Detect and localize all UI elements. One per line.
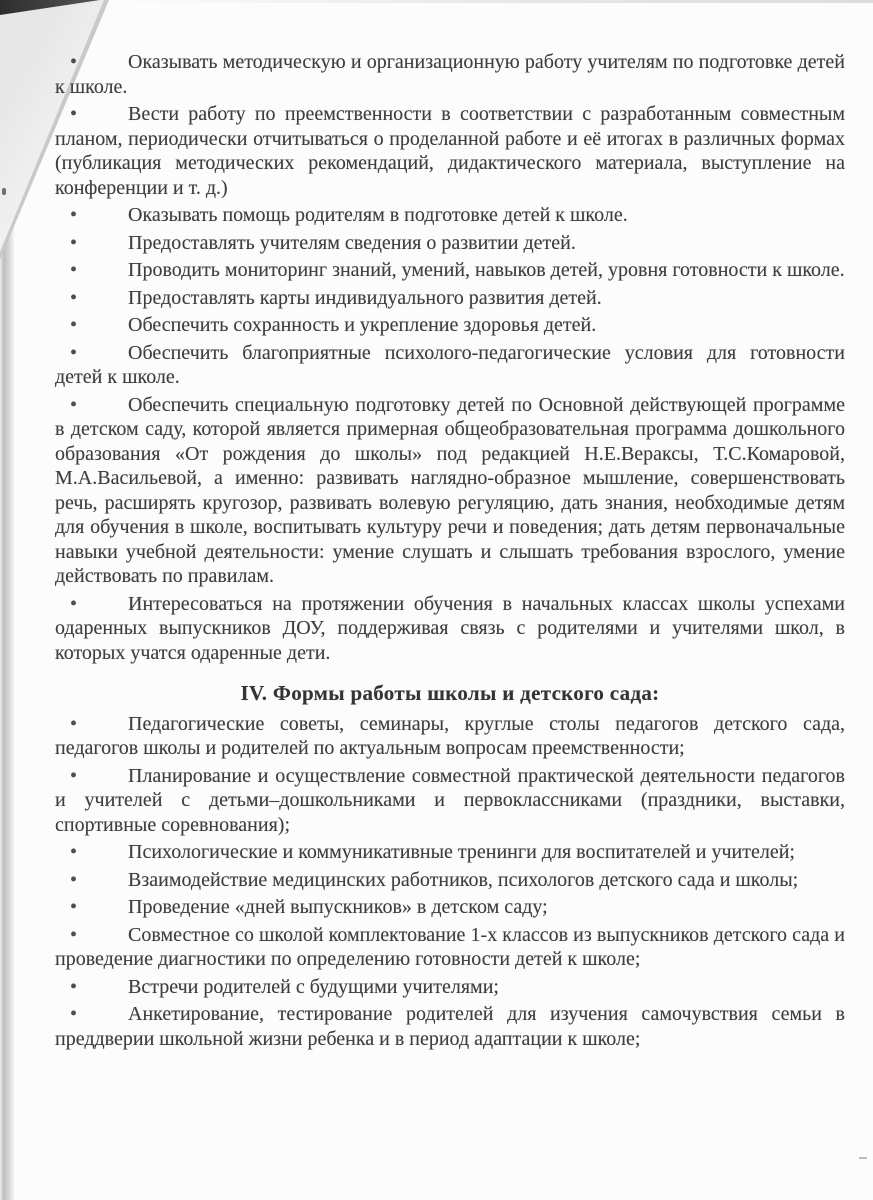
bullet-item [55,592,845,666]
section-heading: IV. Формы работы школы и детского сада: [240,681,660,705]
bullet-item [55,1002,845,1051]
bullet-item [55,712,845,761]
bullet-item-text: Обеспечить специальную подготовку детей по Основной действующей программе в детском саду, которой является примерная общеобразовательная программа дошкольного образования «От рождения до школы» под редакцией Н.Е.Вераксы, Т.С.Комаровой, М.А.Васильевой, а именно: развивать наглядно-образное мышление, совершенствовать речь, расширять кругозор, развивать волевую регуляцию, дать знания, необходимые детям для обучения в школе, воспитывать культуру речи и поведения; дать детям первоначальные навыки учебной деятельности: умение слушать и слышать требования взрослого, умение действовать по правилам. [55,393,845,587]
top-edge-artifact [110,0,873,3]
bullet-icon: • [70,103,78,125]
bullet-icon: • [70,286,78,309]
bullet-item-text: Интересоваться на протяжении обучения в начальных классах школы успехами одаренных выпускников ДОУ, поддерживая связь с родителями и учителями школ, в которых учатся одаренные дети. [55,592,845,664]
bullet-icon: • [70,393,78,416]
bullet-icon: • [70,592,78,615]
bullet-item-text: Обеспечить сохранность и укрепление здоровья детей. [128,314,597,336]
bullet-icon: • [70,204,78,226]
bullet-item [55,341,845,390]
scan-edge-dash [859,1157,867,1159]
bullet-item-text: Предоставлять карты индивидуального развития детей. [128,286,602,309]
bullet-item-text: Педагогические советы, семинары, круглые столы педагогов детского сада, педагогов школы и родителей по актуальным вопросам преемственности; [55,712,845,759]
bullet-item [55,975,845,1000]
bullet-item [55,868,845,893]
bullet-item-text: Проведение «дней выпускников» в детском саду; [128,896,548,918]
bullet-icon: • [70,259,78,281]
bullet-icon: • [70,764,78,787]
bullet-item-text: Взаимодействие медицинских работников, психологов детского сада и школы; [128,868,799,891]
bullet-item [55,231,845,256]
scan-speck [2,188,6,195]
bullet-icon: • [70,341,78,364]
bullet-item [55,203,845,228]
bullet-item-text: Оказывать методическую и организационную работу учителям по подготовке детей к школе. [55,51,845,98]
bullet-item [55,313,845,338]
bullet-icon: • [70,51,78,73]
bullet-icon: • [70,314,78,336]
bullet-item [55,286,845,311]
bullet-item-text: Предоставлять учителям сведения о развитии детей. [128,231,576,254]
bullet-icon: • [70,896,78,918]
bullet-icon: • [70,712,78,735]
bullet-item-text: Психологические и коммуникативные тренинги для воспитателей и учителей; [128,841,795,863]
bullet-item-text: Встречи родителей с будущими учителями; [128,975,499,998]
bullet-icon: • [70,923,78,946]
bullet-item-text: Обеспечить благоприятные психолого-педагогические условия для готовности детей к школе. [55,341,845,388]
bullet-icon: • [70,1003,78,1025]
bullet-item [55,764,845,838]
bullet-icon: • [70,231,78,254]
bullet-item-text: Оказывать помощь родителям в подготовке детей к школе. [128,204,628,226]
bullet-icon: • [70,841,78,863]
bullet-item [55,258,845,283]
bullet-item [55,895,845,920]
bullet-icon: • [70,868,78,891]
bullet-item [55,393,845,589]
bullet-item-text: Вести работу по преемственности в соответствии с разработанным совместным планом, периодически отчитываться о проделанной работе и её итогах в различных формах (публикация методических рекомендаций, дидактического материала, выступление на конференции и т. д.) [55,103,845,199]
bullet-item [55,840,845,865]
bullet-item-text: Совместное со школой комплектование 1-х классов из выпускников детского сада и проведение диагностики по определению готовности детей к школе; [55,923,845,970]
bullet-item-text: Проводить мониторинг знаний, умений, навыков детей, уровня готовности к школе. [128,259,845,281]
bullet-item-text: Планирование и осуществление совместной практической деятельности педагогов и учителей с детьми–дошкольниками и первоклассниками (праздники, выставки, спортивные соревнования); [55,764,845,836]
bullet-icon: • [70,975,78,998]
document-text-block [55,50,845,1054]
bullet-item-text: Анкетирование, тестирование родителей для изучения самочувствия семьи в преддверии школьной жизни ребенка и в период адаптации к школе; [55,1003,845,1050]
bullet-item [55,923,845,972]
bullet-item [55,50,845,99]
bullet-item [55,102,845,200]
